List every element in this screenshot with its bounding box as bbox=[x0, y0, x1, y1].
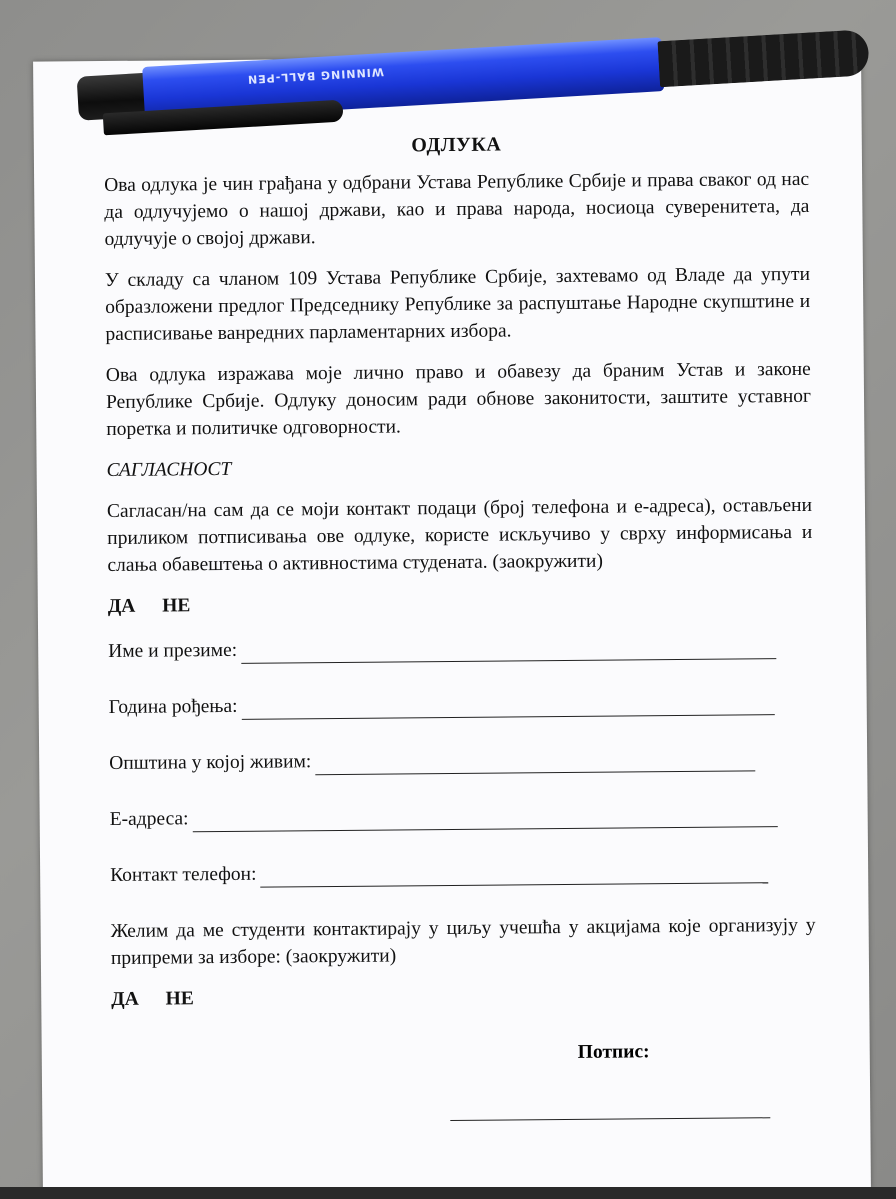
field-name-label: Име и презиме: bbox=[108, 639, 238, 663]
field-email-label: Е-адреса: bbox=[109, 808, 189, 830]
field-name[interactable] bbox=[108, 632, 813, 665]
field-email-line[interactable] bbox=[192, 808, 777, 832]
contact-text: Желим да ме студенти контактирају у циљу учешћа у акцијама које организују у припреми за изборе: (заокружити) bbox=[110, 914, 816, 969]
signature-label: Потпис: bbox=[577, 1041, 650, 1063]
field-phone-line[interactable] bbox=[260, 864, 768, 887]
field-email[interactable] bbox=[110, 800, 815, 833]
paragraph-1: Ова одлука је чин грађана у одбрани Устава Републике Србије и права сваког од нас да одлучујемо о нашој држави, као и права народа, носиоца суверенитета, да одлучује о својој држави. bbox=[104, 168, 810, 251]
document-body bbox=[104, 129, 817, 1031]
background-edge bbox=[0, 1187, 896, 1199]
field-municipality-label: Општина у којој живим: bbox=[109, 751, 312, 774]
pen-grip bbox=[658, 29, 870, 87]
signature-line[interactable] bbox=[450, 1117, 770, 1121]
field-name-line[interactable] bbox=[241, 640, 776, 664]
field-birth-year-line[interactable] bbox=[241, 696, 774, 720]
contact-choice[interactable]: ДА НЕ bbox=[111, 988, 194, 1010]
field-municipality[interactable] bbox=[109, 744, 814, 777]
paragraph-2: У складу са чланом 109 Устава Републике Србије, захтевамо од Владе да упути образложени предлог Председнику Републике за распуштање Народне скупштине и расписивање ванредних парламентарних избора. bbox=[104, 263, 811, 346]
field-birth-year-label: Година рођења: bbox=[108, 695, 238, 718]
pen-brand-print: WINNING BALL-PEN bbox=[246, 65, 385, 87]
field-phone-label: Контакт телефон: bbox=[110, 863, 257, 886]
field-birth-year[interactable] bbox=[109, 688, 814, 721]
document-sheet bbox=[33, 54, 871, 1195]
field-phone[interactable] bbox=[110, 856, 815, 889]
consent-heading: САГЛАСНОСТ bbox=[106, 458, 232, 482]
document-title: ОДЛУКА bbox=[411, 133, 502, 157]
consent-choice[interactable]: ДА НЕ bbox=[107, 595, 191, 618]
field-municipality-line[interactable] bbox=[315, 752, 755, 775]
consent-text: Сагласан/на сам да се моји контакт подаци (број телефона и е-адреса), остављени приликом потписивања ове одлуке, користе искључиво у сврху информисања и слања обавештења о активностима студената. (заокружити) bbox=[106, 494, 813, 577]
paragraph-3: Ова одлука изражава моје лично право и обавезу да браним Устав и законе Републике Србије. Одлуку доносим ради обнове законитости, заштите уставног поретка и политичке одговорности. bbox=[105, 358, 812, 441]
